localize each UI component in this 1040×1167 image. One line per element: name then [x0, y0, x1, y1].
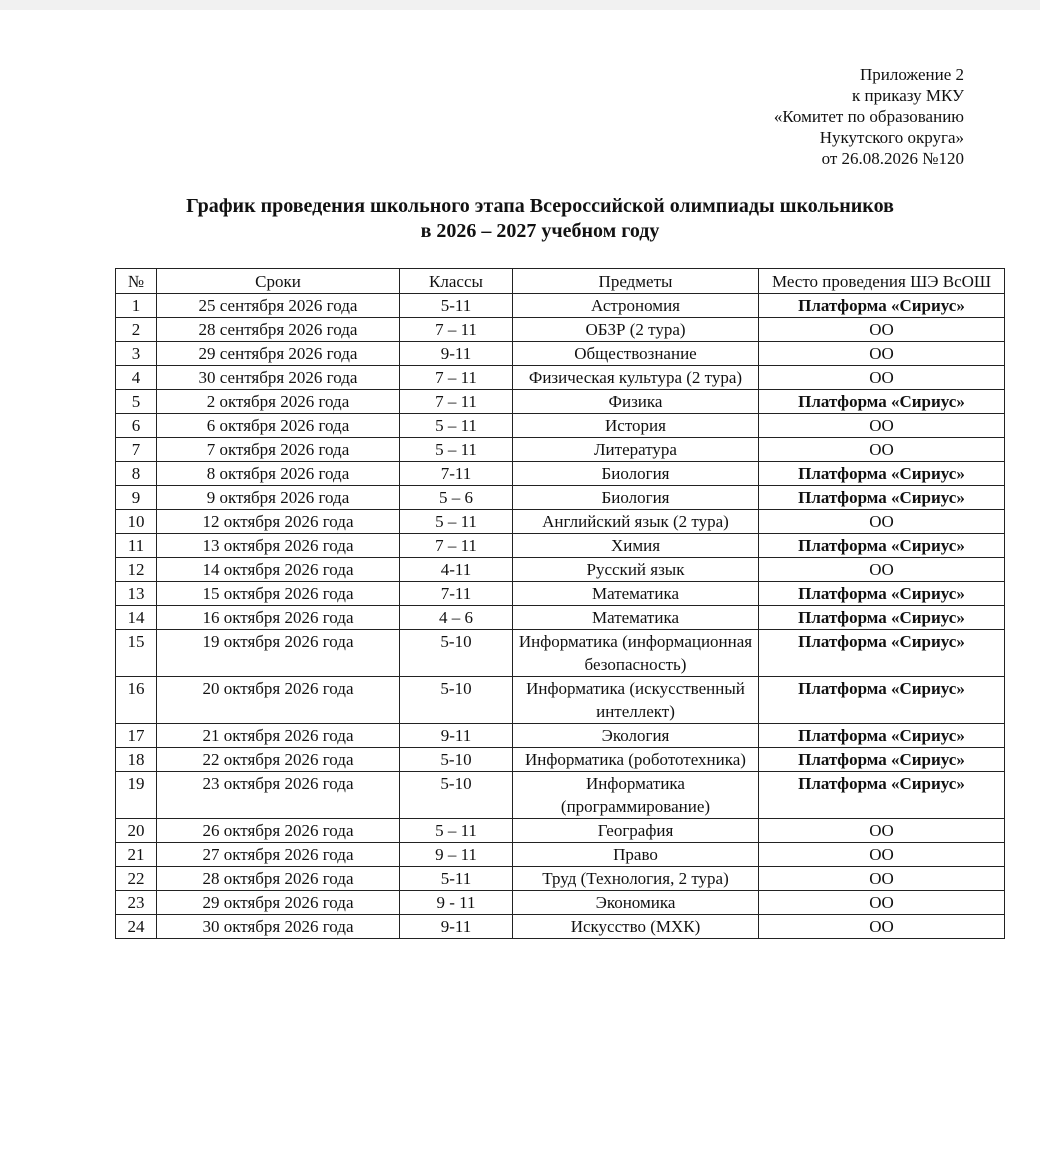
row-grades: 5-10 — [400, 772, 513, 819]
row-date: 20 октября 2026 года — [157, 677, 400, 724]
row-subject: Обществознание — [513, 342, 759, 366]
row-number: 22 — [116, 867, 157, 891]
row-place: Платформа «Сириус» — [759, 724, 1005, 748]
row-place: ОО — [759, 414, 1005, 438]
row-number: 23 — [116, 891, 157, 915]
row-grades: 7 – 11 — [400, 318, 513, 342]
row-grades: 9 - 11 — [400, 891, 513, 915]
table-row — [116, 486, 1005, 510]
table-row — [116, 867, 1005, 891]
header-subjects: Предметы — [513, 269, 759, 294]
row-grades: 7 – 11 — [400, 390, 513, 414]
row-subject: Химия — [513, 534, 759, 558]
row-number: 19 — [116, 772, 157, 819]
row-grades: 7-11 — [400, 462, 513, 486]
appendix-line: от 26.08.2026 №120 — [821, 149, 964, 168]
row-number: 16 — [116, 677, 157, 724]
row-grades: 4-11 — [400, 558, 513, 582]
row-number: 7 — [116, 438, 157, 462]
table-row — [116, 843, 1005, 867]
row-number: 11 — [116, 534, 157, 558]
row-subject: Информатика (искусственный интеллект) — [513, 677, 759, 724]
table-row — [116, 891, 1005, 915]
appendix-line: «Комитет по образованию — [773, 107, 964, 126]
row-place: ОО — [759, 318, 1005, 342]
row-place: ОО — [759, 510, 1005, 534]
row-date: 26 октября 2026 года — [157, 819, 400, 843]
row-subject: Физическая культура (2 тура) — [513, 366, 759, 390]
row-place: Платформа «Сириус» — [759, 677, 1005, 724]
table-row — [116, 630, 1005, 677]
table-row — [116, 534, 1005, 558]
row-date: 25 сентября 2026 года — [157, 294, 400, 318]
row-date: 19 октября 2026 года — [157, 630, 400, 677]
row-place: Платформа «Сириус» — [759, 294, 1005, 318]
appendix-line: Нукутского округа» — [819, 128, 964, 147]
row-date: 16 октября 2026 года — [157, 606, 400, 630]
row-number: 21 — [116, 843, 157, 867]
table-row — [116, 915, 1005, 939]
row-grades: 5 – 11 — [400, 438, 513, 462]
row-subject: Информатика (программирование) — [513, 772, 759, 819]
row-place: Платформа «Сириус» — [759, 606, 1005, 630]
row-number: 4 — [116, 366, 157, 390]
table-row — [116, 438, 1005, 462]
row-subject: Экология — [513, 724, 759, 748]
row-place: Платформа «Сириус» — [759, 462, 1005, 486]
row-place: ОО — [759, 342, 1005, 366]
row-number: 13 — [116, 582, 157, 606]
row-subject: Информатика (информационная безопасность) — [513, 630, 759, 677]
row-grades: 5 – 6 — [400, 486, 513, 510]
row-date: 27 октября 2026 года — [157, 843, 400, 867]
row-subject: Астрономия — [513, 294, 759, 318]
row-place: ОО — [759, 867, 1005, 891]
row-subject: Английский язык (2 тура) — [513, 510, 759, 534]
row-number: 24 — [116, 915, 157, 939]
row-subject: Русский язык — [513, 558, 759, 582]
row-grades: 9-11 — [400, 724, 513, 748]
header-dates: Сроки — [157, 269, 400, 294]
table-row — [116, 414, 1005, 438]
row-place: ОО — [759, 366, 1005, 390]
row-subject: Биология — [513, 462, 759, 486]
row-number: 15 — [116, 630, 157, 677]
row-number: 6 — [116, 414, 157, 438]
row-number: 9 — [116, 486, 157, 510]
row-date: 28 октября 2026 года — [157, 867, 400, 891]
row-date: 7 октября 2026 года — [157, 438, 400, 462]
table-body — [116, 294, 1005, 939]
row-subject: Право — [513, 843, 759, 867]
table-row — [116, 748, 1005, 772]
row-subject: ОБЗР (2 тура) — [513, 318, 759, 342]
row-number: 14 — [116, 606, 157, 630]
row-grades: 5-10 — [400, 630, 513, 677]
row-subject: Искусство (МХК) — [513, 915, 759, 939]
table-row — [116, 724, 1005, 748]
viewer-top-bar — [0, 0, 1040, 10]
table-row — [116, 294, 1005, 318]
row-number: 17 — [116, 724, 157, 748]
row-date: 30 сентября 2026 года — [157, 366, 400, 390]
row-place: Платформа «Сириус» — [759, 390, 1005, 414]
row-place: Платформа «Сириус» — [759, 772, 1005, 819]
row-subject: Физика — [513, 390, 759, 414]
table-header-row — [116, 269, 1005, 294]
table-row — [116, 366, 1005, 390]
row-subject: Труд (Технология, 2 тура) — [513, 867, 759, 891]
table-row — [116, 462, 1005, 486]
row-number: 8 — [116, 462, 157, 486]
row-date: 12 октября 2026 года — [157, 510, 400, 534]
row-number: 5 — [116, 390, 157, 414]
header-number: № — [116, 269, 157, 294]
table-row — [116, 772, 1005, 819]
row-subject: Экономика — [513, 891, 759, 915]
row-subject: Математика — [513, 606, 759, 630]
row-subject: Биология — [513, 486, 759, 510]
row-grades: 5-10 — [400, 677, 513, 724]
row-date: 22 октября 2026 года — [157, 748, 400, 772]
row-place: Платформа «Сириус» — [759, 748, 1005, 772]
appendix-header — [774, 64, 964, 169]
row-date: 8 октября 2026 года — [157, 462, 400, 486]
row-subject: Литература — [513, 438, 759, 462]
row-grades: 9-11 — [400, 915, 513, 939]
header-grades: Классы — [400, 269, 513, 294]
table-row — [116, 342, 1005, 366]
row-date: 28 сентября 2026 года — [157, 318, 400, 342]
row-grades: 7 – 11 — [400, 366, 513, 390]
row-place: Платформа «Сириус» — [759, 534, 1005, 558]
row-place: ОО — [759, 915, 1005, 939]
row-place: Платформа «Сириус» — [759, 486, 1005, 510]
row-date: 23 октября 2026 года — [157, 772, 400, 819]
row-date: 13 октября 2026 года — [157, 534, 400, 558]
row-number: 10 — [116, 510, 157, 534]
document-title — [0, 194, 1040, 244]
title-line-2: в 2026 – 2027 учебном году — [420, 220, 660, 242]
row-place: ОО — [759, 843, 1005, 867]
row-date: 30 октября 2026 года — [157, 915, 400, 939]
row-date: 6 октября 2026 года — [157, 414, 400, 438]
row-place: Платформа «Сириус» — [759, 630, 1005, 677]
row-place: ОО — [759, 819, 1005, 843]
title-line-1: График проведения школьного этапа Всероссийской олимпиады школьников — [186, 195, 894, 217]
row-date: 9 октября 2026 года — [157, 486, 400, 510]
appendix-line: Приложение 2 — [860, 65, 964, 84]
table-row — [116, 677, 1005, 724]
row-number: 1 — [116, 294, 157, 318]
row-date: 29 сентября 2026 года — [157, 342, 400, 366]
table-row — [116, 582, 1005, 606]
row-grades: 5-11 — [400, 294, 513, 318]
row-number: 18 — [116, 748, 157, 772]
row-grades: 5 – 11 — [400, 414, 513, 438]
row-date: 21 октября 2026 года — [157, 724, 400, 748]
row-place: Платформа «Сириус» — [759, 582, 1005, 606]
table-row — [116, 558, 1005, 582]
row-date: 29 октября 2026 года — [157, 891, 400, 915]
row-date: 2 октября 2026 года — [157, 390, 400, 414]
row-place: ОО — [759, 438, 1005, 462]
schedule-table — [115, 268, 1005, 939]
row-subject: Информатика (робототехника) — [513, 748, 759, 772]
row-date: 14 октября 2026 года — [157, 558, 400, 582]
appendix-line: к приказу МКУ — [851, 86, 964, 105]
row-number: 3 — [116, 342, 157, 366]
row-number: 2 — [116, 318, 157, 342]
row-grades: 5-10 — [400, 748, 513, 772]
table-row — [116, 390, 1005, 414]
header-place: Место проведения ШЭ ВсОШ — [759, 269, 1005, 294]
row-grades: 7 – 11 — [400, 534, 513, 558]
row-grades: 4 – 6 — [400, 606, 513, 630]
row-subject: История — [513, 414, 759, 438]
table-row — [116, 819, 1005, 843]
row-grades: 5 – 11 — [400, 819, 513, 843]
row-grades: 9 – 11 — [400, 843, 513, 867]
table-row — [116, 318, 1005, 342]
row-grades: 9-11 — [400, 342, 513, 366]
row-subject: Математика — [513, 582, 759, 606]
row-number: 20 — [116, 819, 157, 843]
row-subject: География — [513, 819, 759, 843]
table-row — [116, 606, 1005, 630]
row-date: 15 октября 2026 года — [157, 582, 400, 606]
row-place: ОО — [759, 558, 1005, 582]
table-row — [116, 510, 1005, 534]
row-grades: 5-11 — [400, 867, 513, 891]
row-grades: 5 – 11 — [400, 510, 513, 534]
row-number: 12 — [116, 558, 157, 582]
row-grades: 7-11 — [400, 582, 513, 606]
row-place: ОО — [759, 891, 1005, 915]
